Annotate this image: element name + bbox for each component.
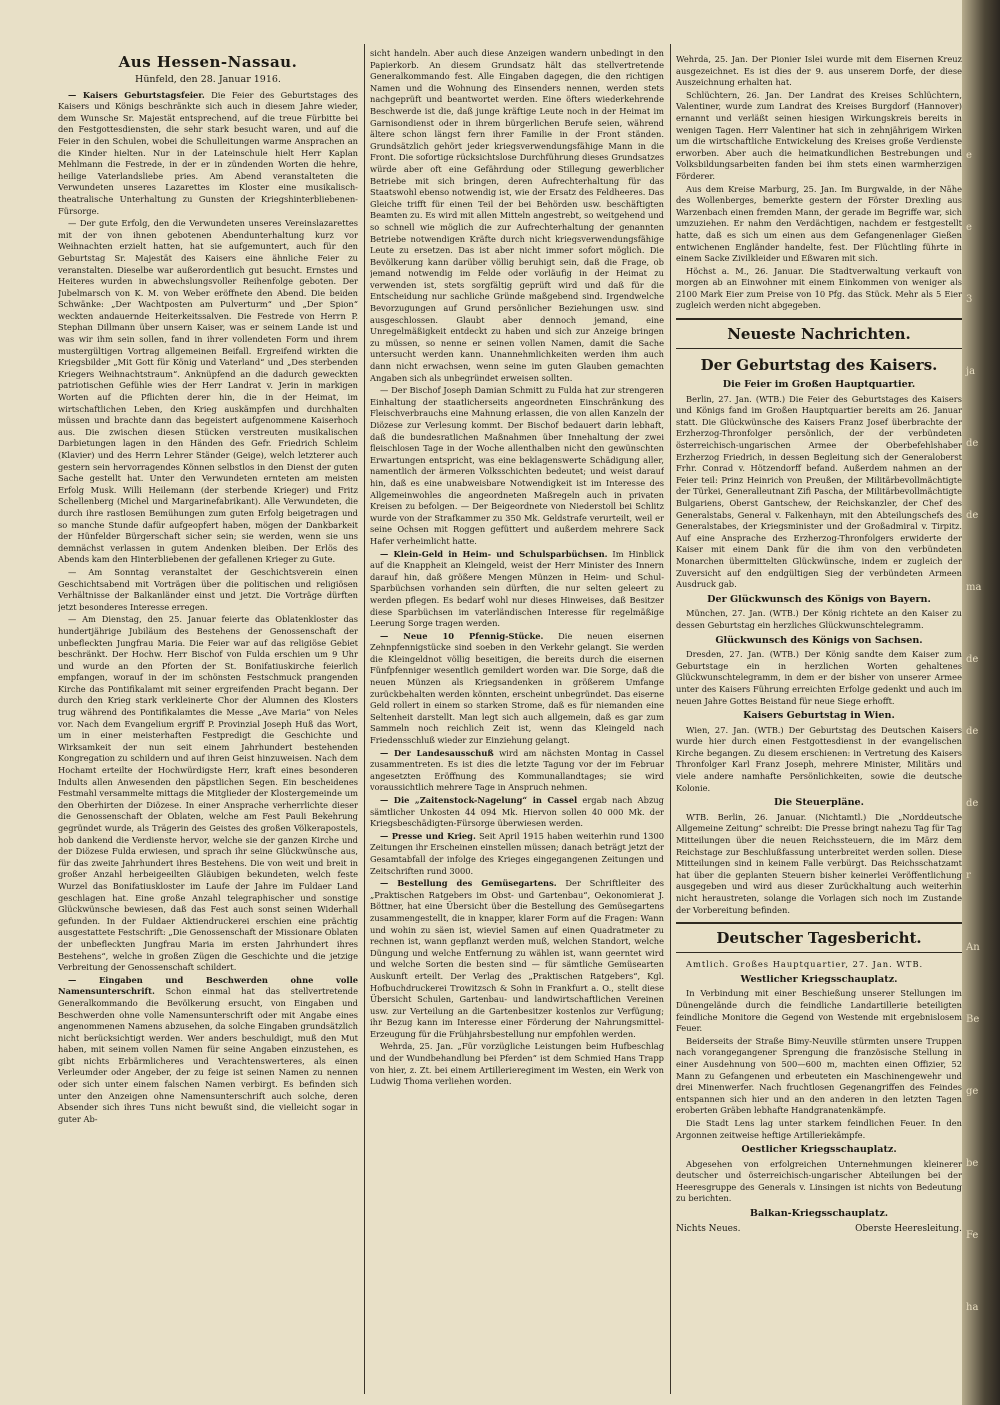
article-text: München, 27. Jan. (WTB.) Der König richtete an den Kaiser zu dessen Geburtstag ein herzliches Glückwunschtelegramm. — [676, 608, 962, 630]
column-1 — [58, 48, 358, 1388]
article-title: — Neue 10 Pfennig-Stücke. — [380, 630, 544, 641]
book-spine — [962, 0, 1000, 1405]
subheading: Glückwunsch des Königs von Sachsen. — [715, 634, 923, 646]
column-rule — [670, 44, 671, 1394]
article-text: wird am nächsten Montag in Cassel zusammentreten. Es ist dies die letzte Tagung vor der im Februar angesetzten Eröffnung des Kommunallandtages; sie wird voraussichtlich mehrere Tage in Anspruch nehmen. — [370, 747, 664, 793]
edge-fragment: de — [966, 798, 979, 809]
article — [370, 831, 664, 877]
edge-fragment: de — [966, 438, 979, 449]
edge-fragment: e — [966, 150, 972, 161]
article-text: Schon einmal hat das stellvertretende Generalkommando die Bevölkerung ersucht, von Eingaben und Beschwerden ohne volle Namensunterschrift oder mit Angabe eines angenommenen Namens abzusehen, da solche Eingaben grundsätzlich nicht berücksichtigt werden. Wer anders beschuldigt, muß den Mut haben, mit seinem vollen Namen für seine Angaben einzustehen, es gibt nichts Erbärmlicheres und Verachtenswerteres, als einen Verleumder oder Angeber, der zu feige ist seinen Namen zu nennen oder sich unter einem falschen Namen verbirgt. Es befinden sich unter den Anzeigen ohne Namensunterschrift auch solche, deren Absender sich ihres Tuns nicht bewußt sind, die vielleicht sogar in guter Ab- — [58, 986, 358, 1124]
edge-fragment: e — [966, 222, 972, 233]
edge-fragment: r — [966, 870, 971, 881]
article-text: — Am Dienstag, den 25. Januar feierte das Oblatenkloster das hundertjährige Jubiläum des Bestehens der Genossenschaft der unbefleckten Jungfrau Maria. Die Feier war auf das religiöse Gebiet beschränkt. Der Hochw. Herr Bischof von Fulda erschien um 9 Uhr und wurde an den Pforten der St. Bonifatiuskirche feierlich empfangen, worauf in der im schönsten Festschmuck prangenden Kirche das Pontifikalamt mit seiner ergreifenden Pracht begann. Der durch den Krieg stark verkleinerte Chor der Alumnen des Klosters trug während des Pontifikalamtes die Messe „Ave Maria“ von Neles vor. Nach dem Evangelium ergriff P. Provinzial Joseph Huß das Wort, um in einer meisterhaften Festpredigt die Geschichte und Wirksamkeit der nun seit einem Jahrhundert bestehenden Kongregation zu schildern und auf ihren Geist hinzuweisen. Nach dem Hochamt erteilte der Hochwürdigste Herr, kraft eines besonderen Indults allen Anwesenden den päpstlichen Segen. Ein bescheidenes Festmahl versammelte mittags die Mitglieder der Klostergemeinde um den Oberhirten der Diözese. In einer Ansprache verherrlichte dieser die Genossenschaft der Oblaten, welche am Fest Pauli Bekehrung gegründet wurde, als Trägerin des Geistes des großen Völkerapostels, hob dankend die Verdienste hervor, welche sie der ganzen Kirche und der Diözese Fulda erwiesen, und sprach ihr seine Glückwünsche aus, für das zweite Jahrhundert ihres Bestehens. Die von weit und breit in großer Anzahl herbeigeeilten Gläubigen bekundeten, welch feste Wurzel das Bonifatiuskloster im Laufe der Jahre im Fuldaer Land geschlagen hat. Eine große Anzahl telegraphischer und sonstige Glückwünsche bewiesen, daß das Fest auch sonst seinen Widerhall gefunden. In der Fuldaer Aktiendruckerei erschien eine prächtig ausgestattete Festschrift: „Die Genossenschaft der Missionare Oblaten der unbefleckten Jungfrau Maria im ersten Jahrhundert ihres Bestehens“, welche in großen Zügen die Geschichte und die jetzige Verbreitung der Genossenschaft schildert. — [58, 614, 358, 973]
subheading: Die Steuerpläne. — [774, 797, 864, 809]
subheading: Der Glückwunsch des Königs von Bayern. — [707, 593, 931, 605]
article-title: — Die „Zaitenstock-Nagelung“ in Cassel — [380, 795, 578, 805]
article-text: Schlüchtern, 26. Jan. Der Landrat des Kreises Schlüchtern, Valentiner, wurde zum Landrat des Kreises Burgdorf (Hannover) ernannt und verläßt seinen hiesigen Wirkungskreis bereits in wenigen Tagen. Herr Valentiner hat sich in zehnjährigem Wirken um die wirtschaftliche Entwickelung des Kreises große Verdienste erworben. Aber auch die heimatkundlichen Bestrebungen und Volksbildungsarbeiten fanden bei ihm stets einen warmherzigen Förderer. — [676, 89, 962, 181]
edge-fragment: ja — [966, 366, 976, 377]
article-text: — Der gute Erfolg, den die Verwundeten unseres Vereinslazarettes mit der von ihnen gebotenen Abendunterhaltung kurz vor Weihnachten erzielt hatten, hat sie aufgemuntert, auch für den Geburtstag Sr. Majestät des Kaisers eine ähnliche Feier zu veranstalten. Dieselbe war außerordentlich gut besucht. Ernstes und Heiteres wurden in abwechslungsvoller Reihenfolge geboten. Der Jubelmarsch von K. M. von Weber eröffnete den Abend. Die beiden Schwänke: „Der Wachtposten am Pulverturm“ und „Der Spion“ weckten andauernde Heiterkeitssalven. Die Festrede von Herrn P. Stephan Dillmann über unsern Kaiser, was er seinem Lande ist und was wir ihm sein sollen, fand in ihrer vollendeten Form und ihrem mustergültigen Vortrag allgemeinen Beifall. Ergreifend wirkten die Kriegsbilder „Mit Gott für König und Vaterland“ und „Des sterbenden Kriegers Weihnachtstraum“. Anknüpfend an die dadurch geweckten patriotischen Gefühle wies der Herr Landrat v. Jerin in markigen Worten auf die Pflichten derer hin, die in der Heimat, im wirtschaftlichen Leben, den Krieg auskämpfen und durchhalten müssen und brachte dann das begeistert aufgenommene Kaiserhoch aus. Die zwischen diesen Stücken verstreuten musikalischen Darbietungen lagen in den Händen des Gefr. Friedrich Schleim (Klavier) und des Herrn Lehrer Ständer (Geige), welch letzterer auch gestern sein hervorragendes Können selbstlos in den Dienst der guten Sache gestellt hat. Unter den Verwundeten ernteten am meisten Erfolg Musk. Willi Heilemann (der sterbende Krieger) und Fritz Schellenberg (Michel und Margarinefabrikant). Alle Verwundeten, die durch ihre rastlosen Bemühungen zum guten Erfolg beigetragen und so manche Stunde dafür aufgeopfert haben, mögen der Dankbarkeit der Hünfelder Bürgerschaft sicher sein; sie werden, wenn sie uns demnächst verlassen in gutem Andenken bleiben. Der Erlös des Abends kam den Hinterbliebenen der gefallenen Krieger zu Gute. — [58, 218, 358, 565]
article — [370, 631, 664, 747]
section-heading: Neueste Nachrichten. — [727, 325, 911, 344]
subheading: Balkan-Kriegsschauplatz. — [749, 1208, 889, 1220]
article-title: — Kaisers Geburtstagsfeier. — [68, 89, 205, 100]
article-text: ergab nach Abzug sämtlicher Unkosten 44 094 Mk. Hiervon sollen 40 000 Mk. der Kriegsbeschädigten-Fürsorge überwiesen werden. — [370, 795, 664, 829]
signature-left: Nichts Neues. — [676, 1223, 741, 1234]
section-heading: Der Geburtstag des Kaisers. — [700, 356, 938, 375]
article-title: — Klein-Geld in Heim- und Schulsparbüchsen. — [380, 548, 608, 559]
edge-fragment: de — [966, 654, 979, 665]
article — [58, 90, 358, 218]
article-text: Wien, 27. Jan. (WTB.) Der Geburtstag des Deutschen Kaisers wurde hier durch einen Festgottesdienst in der evangelischen Kirche begangen. Zu diesem erschienen: in Vertretung des Kaisers Thronfolger Karl Franz Joseph, mehrere Minister, Militärs und viele andere namhafte Persönlichkeiten, sowie die deutsche Kolonie. — [676, 724, 962, 793]
article — [58, 975, 358, 1126]
edge-fragment: Be — [966, 1014, 980, 1025]
subheading: Die Feier im Großen Hauptquartier. — [722, 379, 916, 391]
section-heading: Deutscher Tagesbericht. — [716, 929, 922, 948]
edge-fragment: ge — [966, 1086, 979, 1097]
signature-line — [676, 1224, 962, 1236]
edge-fragment: ha — [966, 1302, 979, 1313]
article-text: Berlin, 27. Jan. (WTB.) Die Feier des Geburtstages des Kaisers und Königs fand im Großen Hauptquartier bereits am 26. Januar statt. Die Glückwünsche des Kaisers Franz Josef überbrachte der Erzherzog-Thronfolger persönlich, der der verbündeten österreichisch-ungarischen Armee der Oberbefehlshaber Erzherzog Friedrich, in dessen Begleitung sich der Generaloberst Frhr. Conrad v. Hötzendorff befand. Außerdem nahmen an der Feier teil: Prinz Heinrich von Preußen, der Militärbevollmächtigte der Türkei, Generalleutnant Zifi Pascha, der Militärbevollmächtigte Bulgariens, Oberst Gantschew, der Reichskanzler, der Chef des Generalstabs, General v. Falkenhayn, mit den Abteilungschefs des Generalstabes, der Kriegsminister und der Großadmiral v. Tirpitz. Auf eine Ansprache des Erzherzog-Thronfolgers erwiderte der Kaiser mit einem Dank für die ihm von den verbündeten Monarchen übermittelten Glückwünsche, indem er zugleich der Zuversicht auf den endgültigen Sieg der verbündeten Armeen Ausdruck gab. — [676, 393, 962, 590]
report-intro: Amtlich. Großes Hauptquartier, 27. Jan. WTB. — [686, 959, 924, 970]
subheading: Oestlicher Kriegsschauplatz. — [741, 1144, 897, 1156]
edge-fragment: Fe — [966, 1230, 979, 1241]
subheading: Kaisers Geburtstag in Wien. — [743, 710, 895, 722]
article — [370, 748, 664, 794]
article — [370, 795, 664, 830]
article-title: — Eingaben und Beschwerden ohne volle Namensunterschrift. — [58, 974, 358, 997]
article-text: Im Hinblick auf die Knappheit an Kleingeld, weist der Herr Minister des Innern darauf hin, daß größere Mengen Münzen in Heim- und Schul-Sparbüchsen vorhanden sein dürften, die nur selten geleert zu werden pflegen. Es bedarf wohl nur dieses Hinweises, daß Besitzer diese Sparbüchsen im vaterländischen Interesse für regelmäßige Leerung Sorge tragen werden. — [370, 548, 664, 629]
article-text: Der Schriftleiter des „Praktischen Ratgebers im Obst- und Gartenbau“, Oekonomierat J. Böttner, hat eine Übersicht über die Bestellung des Gemüsegartens zusammengestellt, die in knapper, klarer Form auf die Fragen: Wann und wohin zu säen ist, wieviel Samen auf einen Quadratmeter zu rechnen ist, wann gepflanzt werden muß, welchen Standort, welche Düngung und welche Entfernung zu wählen ist, wann geerntet wird und welche Sorten die besten sind — für sämtliche Gemüsearten Auskunft erteilt. Der Verlag des „Praktischen Ratgebers“, Kgl. Hofbuchdruckerei Trowitzsch & Sohn in Frankfurt a. O., stellt diese Übersicht Schulen, Gartenbau- und landwirtschaftlichen Vereinen usw. zur Verteilung an die Gartenbesitzer kostenlos zur Verfügung; ihr Bezug kann im Interesse einer Förderung der Nahrungsmittel-Erzeugung für die Frühjahrsbestellung nur empfohlen werden. — [370, 878, 664, 1039]
article-text: Die Feier des Geburtstages des Kaisers und Königs beschränkte sich auch in diesem Jahre wieder, dem Wunsche Sr. Majestät entsprechend, auf die treue Fürbitte bei den Festgottesdiensten, die sehr stark besucht waren, und auf die Feier in den Schulen, wobei die Schulleitungen warme Ansprachen an die Kinder hielten. Nur in der Lateinschule hielt Herr Kaplan Mehlmann die Festrede, in der er in zündenden Worten die hehre, heilige Vaterlandsliebe pries. Am Abend veranstalteten die Verwundeten unseres Lazarettes im Kloster eine musikalisch-theatralische Unterhaltung zu Gunsten der Kriegshinterbliebenen-Fürsorge. — [58, 89, 358, 216]
article-title: — Presse und Krieg. — [380, 830, 476, 841]
subheading: Westlicher Kriegsschauplatz. — [740, 973, 898, 985]
article-text: Aus dem Kreise Marburg, 25. Jan. Im Burgwalde, in der Nähe des Wollenberges, bemerkte gestern der Förster Drexling aus Warzenbach einen fremden Mann, der gerade im Begriffe war, sich umzuziehen. Er nahm den Verdächtigen, nachdem er festgestellt hatte, daß es sich um einen aus dem Gefangenenlager Gießen entwichenen Engländer handelte, fest. Der Flüchtling führte in einem Sacke Zivilkleider und Eßwaren mit sich. — [676, 183, 962, 264]
report-box — [676, 922, 962, 953]
signature-right: Oberste Heeresleitung. — [855, 1223, 962, 1234]
dateline: Hünfeld, den 28. Januar 1916. — [135, 74, 281, 85]
article-text: Beiderseits der Straße Bimy-Neuville stürmten unsere Truppen nach vorangegangener Sprengung die französische Stellung in einer Ausdehnung von 500—600 m, machten einen Offizier, 52 Mann zu Gefangenen und erbeuteten ein Maschinengewehr und drei Minenwerfer. Nach fruchtlosen Gegenangriffen des Feindes entspannen sich hier und an den anderen in den letzten Tagen eroberten Gräben lebhafte Handgranatenkämpfe. — [676, 1035, 962, 1116]
news-box — [676, 318, 962, 349]
article-text: — Am Sonntag veranstaltet der Geschichtsverein einen Geschichtsabend mit Vorträgen über die politischen und religiösen Verhältnisse der Balkanländer einst und jetzt. Die Vorträge dürften jetzt besonderes Interesse erregen. — [58, 566, 358, 612]
article-text: Dresden, 27. Jan. (WTB.) Der König sandte dem Kaiser zum Geburtstage ein in herzlichen Worten gehaltenes Glückwunschtelegramm, in dem er der bisher von unserer Armee unter des Kaisers Führung erreichten Erfolge gedenkt und auch im neuen Jahre Gottes Beistand für neue Siege erhofft. — [676, 649, 962, 706]
article — [370, 549, 664, 630]
article-text: Wehrda, 25. Jan. „Für vorzügliche Leistungen beim Hufbeschlag und der Wundbehandlung bei Pferden“ ist dem Schmied Hans Trapp von hier, z. Zt. bei einem Artillerieregiment im Westen, ein Werk von Ludwig Thoma verliehen worden. — [370, 1041, 664, 1087]
article-text: Abgesehen von erfolgreichen Unternehmungen kleinerer deutscher und österreichisch-ungarischer Abteilungen bei der Heeresgruppe des Generals v. Linsingen ist nichts von Bedeutung zu berichten. — [676, 1158, 962, 1204]
article-text: WTB. Berlin, 26. Januar. (Nichtamtl.) Die „Norddeutsche Allgemeine Zeitung“ schreibt: Die Presse bringt nahezu Tag für Tag Mitteilungen über die neuen Reichssteuern, die im März dem Reichstage zur Beschlußfassung unterbreitet werden sollen. Diese Mitteilungen sind in keinem Falle verbürgt. Das Reichsschatzamt hat über die geplanten Steuern bisher keinerlei Veröffentlichung ausgegeben und wird aus dieser Zurückhaltung auch weiterhin nicht heraustreten, solange die Vorlagen sich noch im Zustande der Vorbereitung befinden. — [676, 811, 962, 915]
article-text: Seit April 1915 haben weiterhin rund 1300 Zeitungen ihr Erscheinen einstellen müssen; danach beträgt jetzt der Gesamtabfall der infolge des Krieges eingegangenen Zeitungen und Zeitschriften rund 3000. — [370, 830, 664, 876]
section-heading: Aus Hessen-Nassau. — [118, 53, 298, 71]
article-text: sicht handeln. Aber auch diese Anzeigen wandern unbedingt in den Papierkorb. An diesem Grundsatz hält das stellvertretende Generalkommando fest. Alle Eingaben dagegen, die den richtigen Namen und die Wohnung des Einsenders nennen, werden stets nachgeprüft und beantwortet werden. Eine öfters wiederkehrende Beschwerde ist die, daß junge kräftige Leute noch in der Heimat im Garnisondienst oder in ihrem bürgerlichen Berufe seien, während ältere schon längst fern ihrer Familie in der Front ständen. Grundsätzlich gehört jeder kriegsverwendungsfähige Mann in die Front. Die sofortige rücksichtslose Durchführung dieses Grundsatzes würde aber oft eine Gefährdung oder Stillegung gewerblicher Betriebe mit sich bringen, deren Aufrechterhaltung für das Staatswohl ebenso notwendig ist, wie der Ersatz des Feldheeres. Das Gleiche trifft für einen Teil der bei Behörden usw. beschäftigten Beamten zu. Es wird mit allen Mitteln angestrebt, so weitgehend und so schnell wie möglich die zur Aufrechterhaltung der genannten Betriebe notwendigen Kräfte durch nicht kriegsverwendungsfähige Leute zu ersetzen. Das ist aber nicht immer sofort möglich. Die Bevölkerung kann darüber völlig beruhigt sein, daß die Frage, ob jemand notwendig im Felde oder vorläufig in der Heimat zu verwenden ist, stets sorgfältig geprüft wird und daß für die Entscheidung nur sachliche Gründe maßgebend sind. Irgendwelche Bevorzugungen auf Grund persönlicher Beziehungen usw. sind ausgeschlossen. Glaubt aber dennoch jemand, eine Unregelmäßigkeit entdeckt zu haben und sich zur Anzeige bringen zu müssen, so nenne er seinen vollen Namen, damit die Sache untersucht werden kann. Unannehmlichkeiten werden ihm auch dann nicht erwachsen, wenn seine im guten Glauben gemachten Angaben sich als unbegründet erweisen sollten. — [370, 48, 664, 383]
article-text: Die Stadt Lens lag unter starkem feindlichen Feuer. In den Argonnen zeitweise heftige Artilleriekämpfe. — [676, 1117, 962, 1140]
article-text: In Verbindung mit einer Beschießung unserer Stellungen im Dünengelände durch die feindliche Landartillerie beteiligten feindliche Monitore die Gegend von Westende mit ergebnislosem Feuer. — [676, 988, 962, 1034]
column-3 — [676, 54, 962, 1394]
article-title: — Bestellung des Gemüsegartens. — [380, 878, 557, 889]
article-text: Höchst a. M., 26. Januar. Die Stadtverwaltung verkauft von morgen ab an Einwohner mit einem Einkommen von weniger als 2100 Mark Eier zum Preise von 10 Pfg. das Stück. Mehr als 5 Eier zugleich werden nicht abgegeben. — [676, 265, 962, 311]
column-rule — [364, 44, 365, 1394]
article-title: — Der Landesausschuß — [380, 747, 494, 758]
column-2 — [370, 48, 664, 1388]
edge-fragment: de — [966, 726, 979, 737]
edge-fragment: be — [966, 1158, 979, 1169]
article-text: Wehrda, 25. Jan. Der Pionier Islei wurde mit dem Eisernen Kreuz ausgezeichnet. Es ist dies der 9. aus unserem Dorfe, der diese Auszeichnung erhalten hat. — [676, 54, 962, 88]
edge-fragment: An — [966, 942, 980, 953]
edge-fragment: de — [966, 510, 979, 521]
article — [370, 878, 664, 1040]
edge-fragment: ma — [966, 582, 982, 593]
edge-fragment: 3 — [966, 294, 973, 305]
article-text: — Der Bischof Joseph Damian Schmitt zu Fulda hat zur strengeren Einhaltung der staatlicherseits angeordneten Einschränkung des Fleischverbrauchs eine Mahnung erlassen, die von allen Kanzeln der Diözese zur Verlesung kommt. Der Bischof bedauert darin lebhaft, daß die bundesratlichen Maßnahmen über Innehaltung der zwei fleischlosen Tage in der Woche allenthalben nicht den gewünschten Erwartungen entspricht, was eine beklagenswerte Schädigung aller, namentlich der ärmeren Volksschichten bedeutet; und weist darauf hin, daß es eine unabweisbare Notwendigkeit ist im Interesse des Allgemeinwohles die angeordneten Maßregeln auch in privaten Kreisen zu befolgen. — Der Beigeordnete von Niederstoll bei Schlitz wurde von der Strafkammer zu 350 Mk. Geldstrafe verurteilt, weil er seine Ochsen mit Roggen gefüttert und außerdem mehrere Sack Hafer verheimlicht hatte. — [370, 385, 664, 546]
article-text: Die neuen eisernen Zehnpfennigstücke sind soeben in den Verkehr gelangt. Sie werden die Kleingeldnot völlig beseitigen, die bereits durch die eisernen Fünfpfenniger wesentlich gemildert worden war. Die Sorge, daß die neuen Münzen als Kriegsandenken in größerem Umfange zurückbehalten werden könnten, erscheint unbegründet. Das eiserne Geld rollert in einem so starken Strome, daß es für niemanden eine Seltenheit darstellt. Man legt sich auch allgemein, daß es gar zum Sammeln noch reichlich Zeit ist, wenn das Kleingeld nach Friedensschluß wieder zur Einziehung gelangt. — [370, 630, 664, 746]
